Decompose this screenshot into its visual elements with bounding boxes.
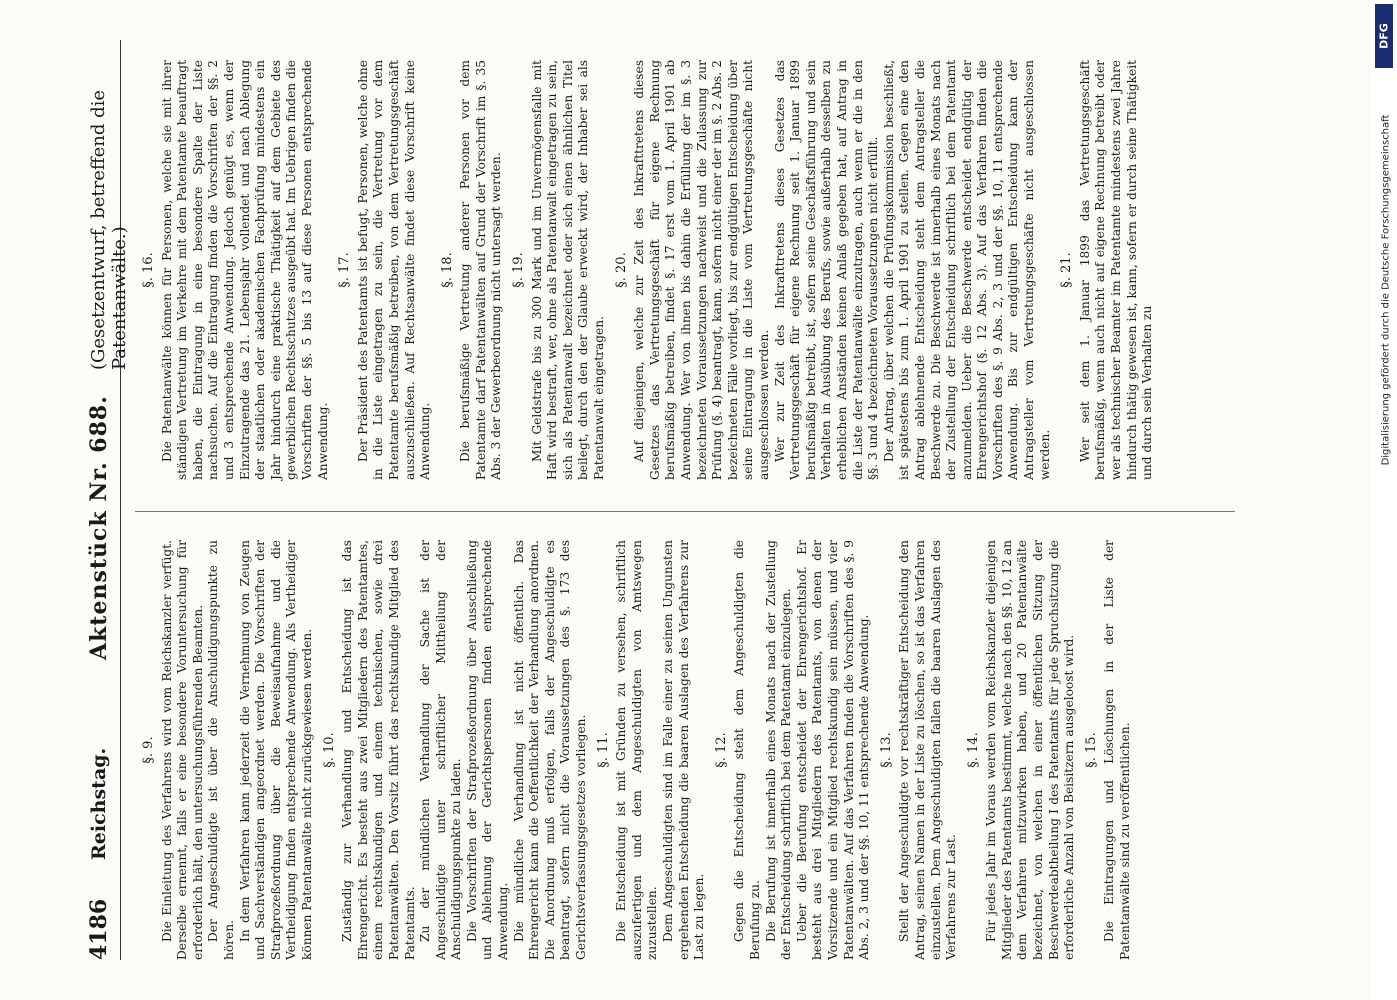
- column-divider: [135, 511, 1235, 512]
- paragraph: Der Angeschuldigte ist über die Anschuldigungspunkte zu hören.: [206, 540, 236, 960]
- left-column: [135, 540, 1134, 960]
- header-title: Aktenstück Nr. 688.: [86, 395, 112, 660]
- paragraph: Die mündliche Verhandlung ist nicht öffentlich. Das Ehrengericht kann die Oeffentlichkeit der Verhandlung anordnen. Die Anordnung muß erfolgen, falls der Angeschuldigte es beantragt, sofern nicht die Voraussetzungen des §. 173 des Gerichtsverfassungsgesetzes vorliegen.: [511, 540, 589, 960]
- paragraph: Die Vorschriften der Strafprozeßordnung über Ausschließung und Ablehnung der Gerichtspersonen finden entsprechende Anwendung.: [464, 540, 511, 960]
- paragraph: Die Entscheidung ist mit Gründen zu versehen, schriftlich auszufertigen und dem Angeschuldigten von Amtswegen zuzustellen.: [614, 540, 660, 960]
- paragraph: Die Eintragungen und Löschungen in der Liste der Patentanwälte sind zu veröffentlichen.: [1102, 540, 1133, 960]
- paragraph: Zuständig zur Verhandlung und Entscheidung ist das Ehrengericht. Es besteht aus zwei Mitgliedern des Patentamtes, einem rechtskundigen und einem technischen, sowie drei Patentanwälten. Den Vorsitz führt das rechtskundige Mitglied des Patentamts.: [340, 540, 417, 960]
- page-header: [80, 40, 130, 960]
- paragraph: Wer zur Zeit des Inkrafttretens dieses Gesetzes das Vertretungsgeschäft für eigene Rechnung seit 1. Januar 1899 berufsmäßig betreibt, ist, sofern seine Geschäftsführung und sein Verhalten in Ausübung des Berufs, sowie außerhalb desselben zu erheblichen Anständen keinen Anlaß gegeben hat, auf Antrag in die Liste der Patentanwälte einzutragen, auch wenn er die in den §§. 3 und 4 bezeichneten Voraussetzungen nicht erfüllt.: [772, 60, 881, 480]
- paragraph: Zu der mündlichen Verhandlung der Sache ist der Angeschuldigte unter schriftlicher Mittheilung der Anschuldigungspunkte zu laden.: [418, 540, 464, 960]
- section-heading: §. 9.: [141, 736, 156, 764]
- digitization-sidebar: [1373, 0, 1397, 1000]
- paragraph: Die Berufung ist innerhalb eines Monats nach der Zustellung der Entscheidung schriftlich bei dem Patentamt einzulegen.: [763, 540, 794, 960]
- paragraph: Mit Geldstrafe bis zu 300 Mark und im Unvermögensfalle mit Haft wird bestraft, wer, ohne als Patentanwalt eingetragen zu sein, sich als Patentanwalt bezeichnet oder sich einen ähnlichen Titel beilegt, durch den der Glaube erweckt wird, der Inhaber sei als Patentanwalt eingetragen.: [529, 60, 607, 480]
- section-heading: §. 10.: [321, 732, 337, 768]
- digitization-note: Digitalisierung gefördert durch die Deutsche Forschungsgemeinschaft: [1380, 114, 1392, 466]
- dfg-logo: DFG: [1375, 4, 1393, 68]
- paragraph: Ueber die Berufung entscheidet der Ehrengerichtshof. Er besteht aus drei Mitgliedern des Patentamts, von denen der Vorsitzende und ein Mitglied rechtskundig sein müssen, und vier Patentanwälten. Auf das Verfahren finden die Vorschriften des §. 9 Abs. 2, 3 und der §§. 10, 11 entsprechende Anwendung.: [794, 540, 872, 960]
- paragraph: Die berufsmäßige Vertretung anderer Personen vor dem Patentamte darf Patentanwälten auf Grund der Vorschrift im §. 35 Abs. 3 der Gewerbeordnung nicht untersagt werden.: [458, 60, 504, 480]
- header-right: (Gesetzentwurf, betreffend die Patentanwälte.): [88, 89, 130, 370]
- section-heading: §. 14.: [965, 732, 981, 768]
- paragraph: Die Patentanwälte können für Personen, welche sie mit ihrer ständigen Vertretung im Verkehre mit dem Patentamte beauftragt haben, die Eintragung in eine besondere Spalte der Liste nachsuchen. Auf die Eintragung finden die Vorschriften der §§. 2 und 3 entsprechende Anwendung. Jedoch genügt es, wenn der Einzutragende das 21. Lebensjahr vollendet und nach Ablegung der staatlichen oder akademischen Fachprüfung mindestens ein Jahr hindurch eine praktische Thätigkeit auf dem Gebiete des gewerblichen Rechtsschutzes ausgeübt hat. Im Uebrigen finden die Vorschriften der §§. 5 bis 13 auf diese Personen entsprechende Anwendung.: [159, 60, 330, 480]
- paragraph: Stellt der Angeschuldigte vor rechtskräftiger Entscheidung den Antrag, seinen Namen in der Liste zu löschen, so ist das Verfahren einzustellen. Dem Angeschuldigten fallen die baaren Auslagen des Verfahrens zur Last.: [897, 540, 959, 960]
- section-heading: §. 18.: [439, 252, 455, 288]
- header-left: Reichstag.: [88, 747, 110, 860]
- page-number: 4186: [86, 898, 112, 960]
- section-heading: §. 15.: [1083, 732, 1099, 768]
- paragraph: Wer seit dem 1. Januar 1899 das Vertretungsgeschäft berufsmäßig, wenn auch nicht auf eigene Rechnung betreibt oder wer als technischer Beamter im Patentamte mindestens zwei Jahre hindurch thätig gewesen ist, kann, sofern er durch seine Thätigkeit und durch sein Verhalten zu: [1077, 60, 1155, 480]
- section-heading: §. 21.: [1059, 252, 1075, 288]
- paragraph: Der Präsident des Patentamts ist befugt, Personen, welche ohne in die Liste eingetragen zu sein, die Vertretung vor dem Patentamte berufsmäßig betreiben, von dem Vertretungsgeschäft auszuschließen. Auf Rechtsanwälte findet diese Vorschrift keine Anwendung.: [355, 60, 433, 480]
- section-heading: §. 20.: [613, 252, 629, 288]
- section-heading: §. 11.: [595, 732, 611, 768]
- paragraph: In dem Verfahren kann jederzeit die Vernehmung von Zeugen und Sachverständigen angeordnet werden. Die Vorschriften der Strafprozeßordnung über die Beweisaufnahme und die Vertheidigung finden entsprechende Anwendung. Als Vertheidiger können Patentanwälte nicht zurückgewiesen werden.: [237, 540, 314, 960]
- paragraph: Dem Angeschuldigten sind im Falle einer zu seinen Ungunsten ergehenden Entscheidung die baaren Auslagen des Verfahrens zur Last zu legen.: [661, 540, 707, 960]
- paragraph: Auf diejenigen, welche zur Zeit des Inkrafttretens dieses Gesetzes das Vertretungsgeschäft für eigene Rechnung berufsmäßig betreiben, findet §. 17 erst vom 1. April 1901 ab Anwendung. Wer von ihnen bis dahin die Erfüllung der im §. 3 bezeichneten Voraussetzungen nachweist und die Zulassung zur Prüfung (§. 4) beantragt, kann, sofern nicht einer der im §. 2 Abs. 2 bezeichneten Fälle vorliegt, bis zur endgültigen Entscheidung über seine Eintragung in die Liste vom Vertretungsgeschäfte nicht ausgeschlossen werden.: [632, 60, 771, 480]
- paragraph: Gegen die Entscheidung steht dem Angeschuldigten die Berufung zu.: [732, 540, 762, 960]
- paragraph: Für jedes Jahr im Voraus werden vom Reichskanzler diejenigen Mitglieder des Patentamts bestimmt, welche nach den §§. 10, 12 an dem Verfahren mitzuwirken haben, und 20 Patentanwälte bezeichnet, von welchen in einer öffentlichen Sitzung der Beschwerdeabtheilung I des Patentamts für jede Spruchsitzung die erforderliche Anzahl von Beisitzern ausgeloost wird.: [984, 540, 1077, 960]
- section-heading: §. 19.: [511, 252, 527, 288]
- paragraph: Der Antrag, über welchen die Prüfungskommission beschließt, ist spätestens bis zum 1. April 1901 zu stellen. Gegen eine den Antrag ablehnende Entscheidung steht dem Antragsteller die Beschwerde zu. Die Beschwerde ist innerhalb eines Monats nach der Zustellung der Entscheidung schriftlich bei dem Patentamt anzumelden. Ueber die Beschwerde entscheidet endgültig der Ehrengerichtshof (§. 12 Abs. 3). Auf das Verfahren finden die Vorschriften des §. 9 Abs. 2, 3 und der §§. 10, 11 entsprechende Anwendung. Bis zur endgültigen Entscheidung kann der Antragsteller vom Vertretungsgeschäfte nicht ausgeschlossen werden.: [881, 60, 1052, 480]
- section-heading: §. 16.: [141, 252, 156, 288]
- right-column: [135, 60, 1156, 480]
- section-heading: §. 13.: [878, 732, 894, 768]
- paragraph: Die Einleitung des Verfahrens wird vom Reichskanzler verfügt. Derselbe ernennt, falls er eine besondere Voruntersuchung für erforderlich hält, den untersuchungsführenden Beamten.: [159, 540, 205, 960]
- section-heading: §. 17.: [337, 252, 353, 288]
- section-heading: §. 12.: [713, 732, 729, 768]
